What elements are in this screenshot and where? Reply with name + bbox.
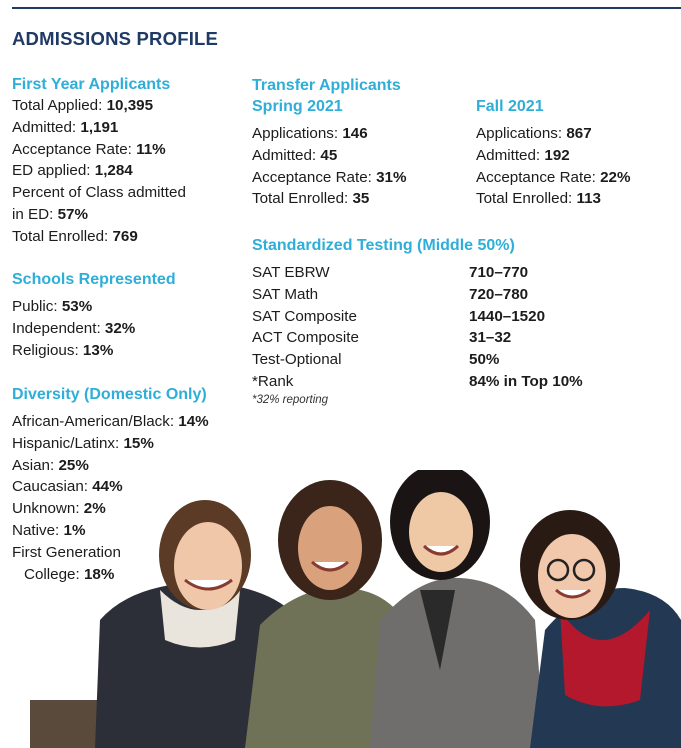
row-value: 14% [178,413,209,430]
row-label: Acceptance Rate: [252,168,377,186]
row-value: 769 [112,227,138,245]
first-year-row [12,95,186,117]
row-value: 57% [57,205,88,223]
first-year-row [12,139,186,161]
row-label: Total Enrolled: [476,190,577,208]
testing-row [252,284,583,306]
row-label: Religious: [12,341,83,359]
first-year-row [12,182,186,204]
fall-row [476,167,631,189]
row-label: Acceptance Rate: [12,140,137,158]
fall-row [476,188,631,210]
row-value: 50% [469,351,500,369]
first-year-row [12,226,186,248]
spring-row [252,145,407,167]
row-value: 31–32 [469,329,512,347]
transfer-spring [252,96,407,210]
row-value: 35 [352,190,370,208]
row-value: 1,284 [94,162,133,180]
diversity-heading: Diversity (Domestic Only) [12,386,207,403]
row-label: ED applied: [12,162,95,180]
testing-row [252,371,583,393]
row-value: 710–770 [469,264,529,281]
transfer-heading: Transfer Applicants [252,77,401,94]
row-label: Total Enrolled: [252,190,353,208]
schools-row [12,340,176,362]
row-value: 18% [83,565,115,583]
transfer-section [252,75,401,96]
row-label: Public: [12,298,62,315]
spring-heading: Spring 2021 [252,98,343,115]
row-label: College: [24,565,84,583]
row-label: Applications: [252,125,343,142]
row-label: in ED: [12,205,58,223]
row-value: 192 [544,146,570,164]
schools-row [12,318,176,340]
row-value: 113 [576,190,601,208]
row-label: Asian: [12,456,59,474]
row-label: Acceptance Rate: [476,168,601,186]
row-label: SAT Composite [252,307,357,325]
spring-row [252,188,407,210]
row-label: SAT Math [252,285,319,303]
row-value: 1% [63,521,86,539]
row-value: 31% [376,168,407,186]
spring-row [252,167,407,189]
row-label: Native: [12,521,64,539]
row-label: Hispanic/Latinx: [12,434,124,452]
row-label: Admitted: [252,146,321,164]
row-label: Admitted: [476,146,545,164]
fall-row [476,123,631,145]
row-label: Total Enrolled: [12,227,113,245]
diversity-row [12,411,209,433]
testing-row [252,349,583,371]
row-value: 44% [92,478,123,496]
row-value: 867 [566,125,592,142]
fall-heading: Fall 2021 [476,98,544,115]
row-label: Caucasian: [12,478,93,496]
schools-section [12,269,176,361]
row-label: Total Applied: [12,97,107,114]
row-value: 146 [342,125,368,142]
diversity-row [12,433,209,455]
testing-row [252,262,583,284]
top-rule [12,7,681,9]
students-illustration [0,470,681,748]
row-label: SAT EBRW [252,264,330,281]
row-label: *Rank [252,372,294,390]
first-year-row [12,204,186,226]
row-value: 720–780 [469,285,529,303]
testing-heading: Standardized Testing (Middle 50%) [252,237,515,254]
row-value: 45 [320,146,338,164]
testing-row [252,327,583,349]
row-value: 25% [58,456,89,474]
schools-heading: Schools Represented [12,271,176,288]
transfer-fall [476,96,631,210]
row-value: 22% [600,168,631,186]
fall-row [476,145,631,167]
row-label: Independent: [12,319,105,337]
row-value: 2% [83,500,106,518]
schools-row [12,296,176,318]
page-title: ADMISSIONS PROFILE [12,28,219,49]
row-label: Applications: [476,125,567,142]
first-year-heading: First Year Applicants [12,76,171,93]
spring-row [252,123,407,145]
row-label: ACT Composite [252,329,359,347]
row-value: 13% [82,341,114,359]
row-value: 84% in Top 10% [469,372,583,390]
testing-footnote: *32% reporting [252,393,329,406]
row-value: 1440–1520 [469,307,546,325]
first-year-section [12,74,186,248]
row-label: Unknown: [12,500,84,518]
row-label: Test-Optional [252,351,342,369]
row-value: 32% [104,319,136,337]
students-photo [0,470,681,748]
row-label: Admitted: [12,118,81,136]
testing-row [252,306,583,328]
testing-section [252,235,583,407]
first-year-row [12,160,186,182]
row-label: Percent of Class admitted [12,184,186,202]
first-year-row [12,117,186,139]
row-value: 11% [136,140,166,158]
row-label: First Generation [12,543,121,561]
row-value: 10,395 [106,97,154,114]
row-value: 53% [61,298,93,315]
row-label: African-American/Black: [12,413,179,430]
row-value: 15% [123,434,154,452]
row-value: 1,191 [80,118,119,136]
